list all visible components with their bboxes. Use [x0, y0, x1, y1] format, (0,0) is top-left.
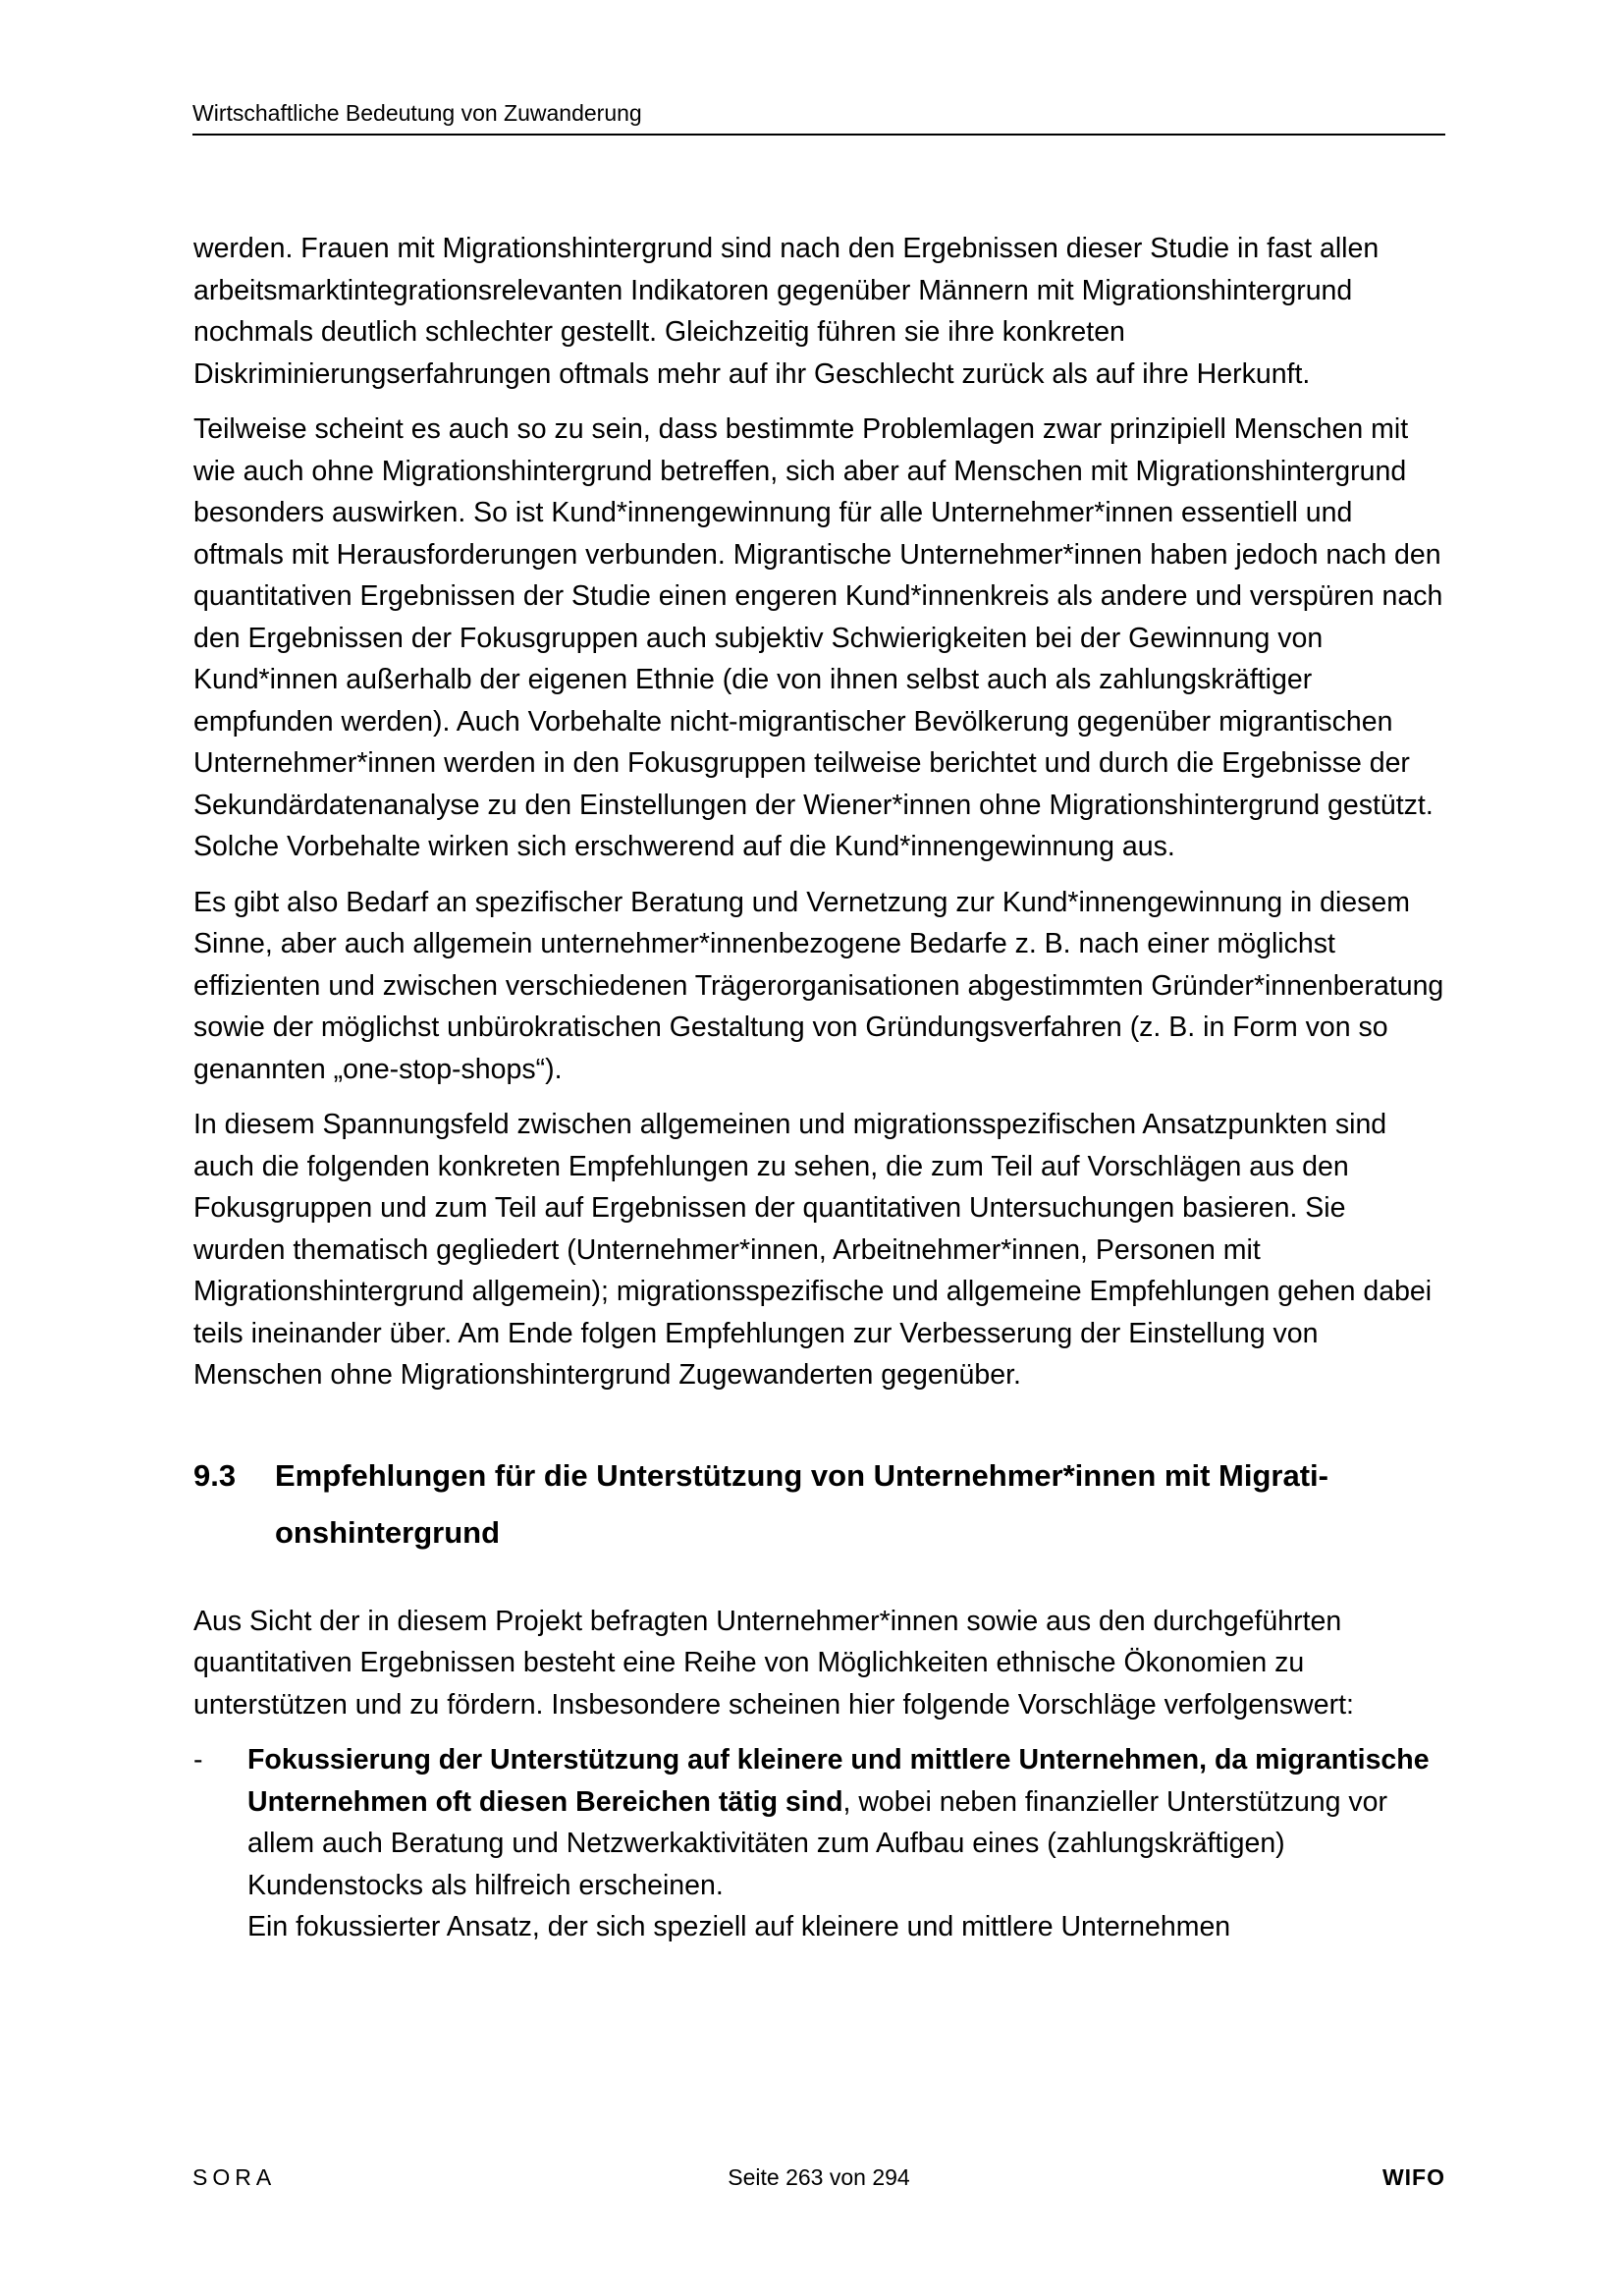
bullet-item	[193, 1739, 1444, 1948]
section-title: Empfehlungen für die Unterstützung von Unternehmer*innen mit Migrationshintergrund	[275, 1457, 1328, 1550]
paragraph-4: In diesem Spannungsfeld zwischen allgemeinen und migrationsspezifischen Ansatzpunkten sind auch die folgenden konkreten Empfehlungen zu sehen, die zum Teil auf Vorschlägen aus den Fokusgruppen und zum Teil auf Ergebnissen der quantitativen Untersuchungen basieren. Sie wurden thematisch gegliedert (Unternehmer*innen, Arbeitnehmer*innen, Personen mit Migrationshintergrund allgemein); migrationsspezifische und allgemeine Empfehlungen gehen dabei teils ineinander über. Am Ende folgen Empfehlungen zur Verbesserung der Einstellung von Menschen ohne Migrationshintergrund Zugewanderten gegenüber.	[193, 1109, 1433, 1391]
intro-paragraph: Aus Sicht der in diesem Projekt befragten Unternehmer*innen sowie aus den durchgeführten quantitativen Ergebnissen besteht eine Reihe von Möglichkeiten ethnische Ökonomien zu unterstützen und zu fördern. Insbesondere scheinen hier folgende Vorschläge verfolgenswert:	[193, 1605, 1354, 1721]
paragraph-2: Teilweise scheint es auch so zu sein, dass bestimmte Problemlagen zwar prinzipiell Menschen mit wie auch ohne Migrationshintergrund betreffen, sich aber auf Menschen mit Migrationshintergrund besonders auswirken. So ist Kund*innengewinnung für alle Unternehmer*innen essentiell und oftmals mit Herausforderungen verbunden. Migrantische Unternehmer*innen haben jedoch nach den quantitativen Ergebnissen der Studie einen engeren Kund*innenkreis als andere und verspüren nach den Ergebnissen der Fokusgruppen auch subjektiv Schwierigkeiten bei der Gewinnung von Kund*innen außerhalb der eigenen Ethnie (die von ihnen selbst auch als zahlungskräftiger empfunden werden). Auch Vorbehalte nicht-migrantischer Bevölkerung gegenüber migrantischen Unternehmer*innen werden in den Fokusgruppen teilweise berichtet und durch die Ergebnisse der Sekundärdatenanalyse zu den Einstellungen der Wiener*innen ohne Migrationshintergrund gestützt. Solche Vorbehalte wirken sich erschwerend auf die Kund*innengewinnung aus.	[193, 413, 1443, 862]
bullet-text	[247, 1739, 1444, 1948]
footer-publisher: SORA	[192, 2164, 277, 2190]
footer-logo: WIFO	[1381, 2164, 1445, 2190]
section-heading	[193, 1448, 1444, 1561]
page-footer	[192, 2160, 1445, 2194]
paragraph-1: werden. Frauen mit Migrationshintergrund sind nach den Ergebnissen dieser Studie in fast allen arbeitsmarktintegrationsrelevanten Indikatoren gegenüber Männern mit Migrationshintergrund nochmals deutlich schlechter gestellt. Gleichzeitig führen sie ihre konkreten Diskriminierungserfahrungen oftmals mehr auf ihr Geschlecht zurück als auf ihre Herkunft.	[193, 233, 1380, 390]
section-number: 9.3	[193, 1457, 237, 1493]
page-number: Seite 263 von 294	[728, 2164, 910, 2190]
bullet-rest-text: , wobei neben finanzieller Unterstützung vor allem auch Beratung und Netzwerkaktivitäten zum Aufbau eines (zahlungskräftigen) Kundenstocks als hilfreich erscheinen.	[247, 1785, 1387, 1901]
bullet-dash: -	[193, 1744, 203, 1776]
bullet-bold-text: Fokussierung der Unterstützung auf kleinere und mittlere Unternehmen, da migrantische Unternehmen oft diesen Bereichen tätig sind	[247, 1744, 1430, 1818]
bullet-continuation: Ein fokussierter Ansatz, der sich speziell auf kleinere und mittlere Unternehmen	[247, 1911, 1231, 1942]
page-content	[193, 228, 1444, 1948]
running-header: Wirtschaftliche Bedeutung von Zuwanderung	[192, 98, 1445, 136]
paragraph-3: Es gibt also Bedarf an spezifischer Beratung und Vernetzung zur Kund*innengewinnung in diesem Sinne, aber auch allgemein unternehmer*innenbezogene Bedarfe z. B. nach einer möglichst effizienten und zwischen verschiedenen Trägerorganisationen abgestimmten Gründer*innenberatung sowie der möglichst unbürokratischen Gestaltung von Gründungsverfahren (z. B. in Form von so genannten „one-stop-shops“).	[193, 886, 1444, 1085]
